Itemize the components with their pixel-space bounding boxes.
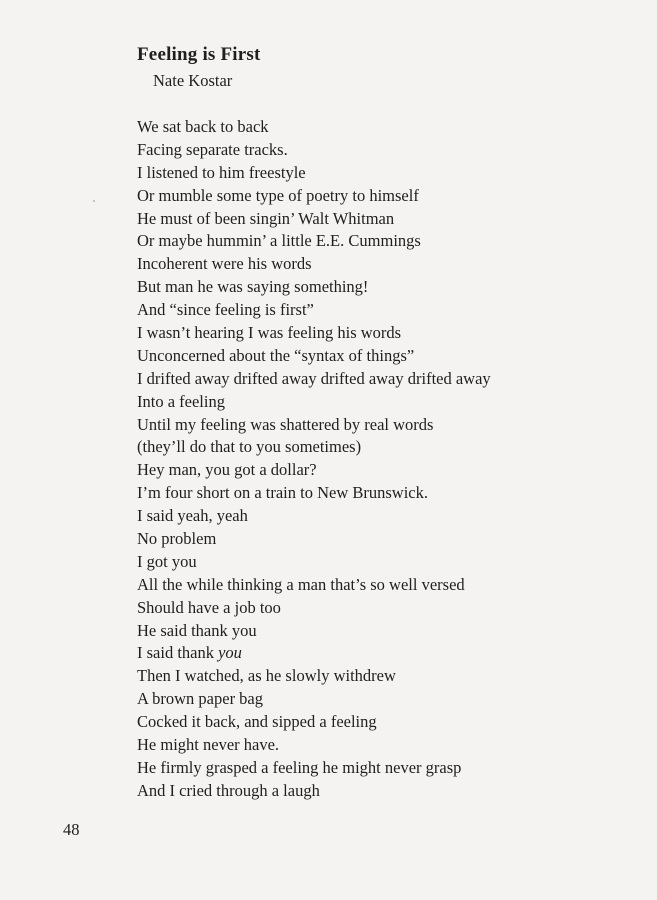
poem-line-emphasis — [137, 642, 491, 665]
poem-line: Hey man, you got a dollar? — [137, 460, 317, 480]
poem-line: Then I watched, as he slowly withdrew — [137, 666, 396, 686]
poem-line: Cocked it back, and sipped a feeling — [137, 712, 377, 732]
poem-line: Facing separate tracks. — [137, 139, 288, 159]
poem-line: But man he was saying something! — [137, 277, 369, 297]
poem-line: All the while thinking a man that’s so well versed — [137, 574, 465, 594]
poem-line: Into a feeling — [137, 391, 225, 411]
poem-line: We sat back to back — [137, 117, 269, 136]
poem-line: And “since feeling is first” — [137, 300, 314, 320]
poem-line: No problem — [137, 529, 217, 549]
poem-line-prefix: I said thank — [137, 643, 219, 663]
poem-line: And I cried through a laugh — [137, 780, 320, 800]
poem-line: A brown paper bag — [137, 689, 264, 709]
poem-line: He firmly grasped a feeling he might never grasp — [137, 757, 462, 777]
poem-line: He must of been singin’ Walt Whitman — [137, 208, 395, 228]
poem-line-emphasized-word: you — [218, 643, 242, 663]
poem-title: Feeling is First — [137, 44, 261, 65]
poem-line: He might never have. — [137, 735, 280, 755]
paper-speck — [93, 200, 95, 202]
poem-line: Incoherent were his words — [137, 254, 312, 274]
poem-line: (they’ll do that to you sometimes) — [137, 437, 362, 457]
poem-line: I drifted away drifted away drifted away drifted away — [137, 368, 491, 388]
poem-body — [137, 116, 491, 803]
poem-line: Unconcerned about the “syntax of things” — [137, 345, 415, 365]
poem-line: Or mumble some type of poetry to himself — [137, 185, 419, 205]
poem-line: I’m four short on a train to New Brunswick. — [137, 483, 428, 503]
poem-line: Until my feeling was shattered by real words — [137, 414, 434, 434]
poem-line: I wasn’t hearing I was feeling his words — [137, 323, 402, 343]
poem-line: Should have a job too — [137, 597, 281, 617]
poem-line: I said yeah, yeah — [137, 506, 248, 526]
poem-line: Or maybe hummin’ a little E.E. Cummings — [137, 231, 421, 251]
poem-author: Nate Kostar — [153, 71, 233, 90]
poem-line: He said thank you — [137, 620, 257, 640]
poem-line: I got you — [137, 551, 197, 571]
poem-line: I listened to him freestyle — [137, 162, 306, 182]
page-number: 48 — [63, 820, 80, 839]
